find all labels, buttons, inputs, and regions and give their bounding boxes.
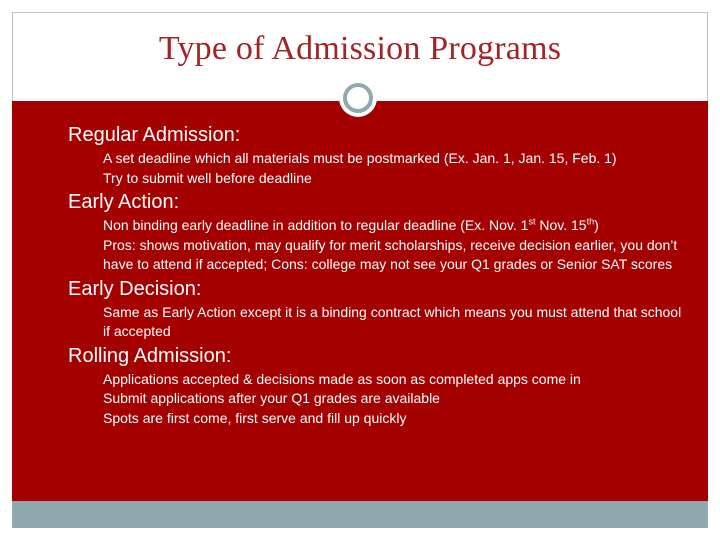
list-item <box>103 216 688 236</box>
list-item: Same as Early Action except it is a binding contract which means you must attend that school if accepted <box>103 303 682 339</box>
list-item: A set deadline which all materials must be postmarked (Ex. Jan. 1, Jan. 15, Feb. 1) <box>103 150 617 166</box>
section-regular-admission <box>68 123 688 188</box>
ring-ornament-icon <box>339 79 377 117</box>
text-part: Nov. 15 <box>535 217 587 233</box>
section-early-action <box>68 190 688 275</box>
list-item: Applications accepted & decisions made as soon as completed apps come in <box>103 370 581 387</box>
slide-title: Type of Admission Programs <box>158 30 562 67</box>
list-item: Try to submit well before deadline <box>103 169 312 186</box>
section-heading: Early Action: <box>68 191 180 213</box>
list-item: Submit applications after your Q1 grades are available <box>103 390 440 406</box>
content-list <box>68 123 688 430</box>
superscript: th <box>586 216 595 227</box>
section-heading: Rolling Admission: <box>68 344 232 367</box>
text-part: ) <box>594 217 599 233</box>
list-item: Spots are first come, first serve and fill up quickly <box>103 409 407 426</box>
section-early-decision <box>68 277 688 342</box>
section-rolling-admission <box>68 344 688 429</box>
superscript: st <box>528 216 536 227</box>
section-heading: Early Decision: <box>68 277 202 300</box>
footer-bar <box>12 501 708 528</box>
section-heading: Regular Admission: <box>68 124 241 146</box>
list-item: Pros: shows motivation, may qualify for merit scholarships, receive decision earlier, you don’t have to attend if accepted; Cons: college may not see your Q1 grades or Senior SAT scores <box>103 236 678 272</box>
text-part: Non binding early deadline in addition to regular deadline (Ex. Nov. 1 <box>103 217 529 233</box>
